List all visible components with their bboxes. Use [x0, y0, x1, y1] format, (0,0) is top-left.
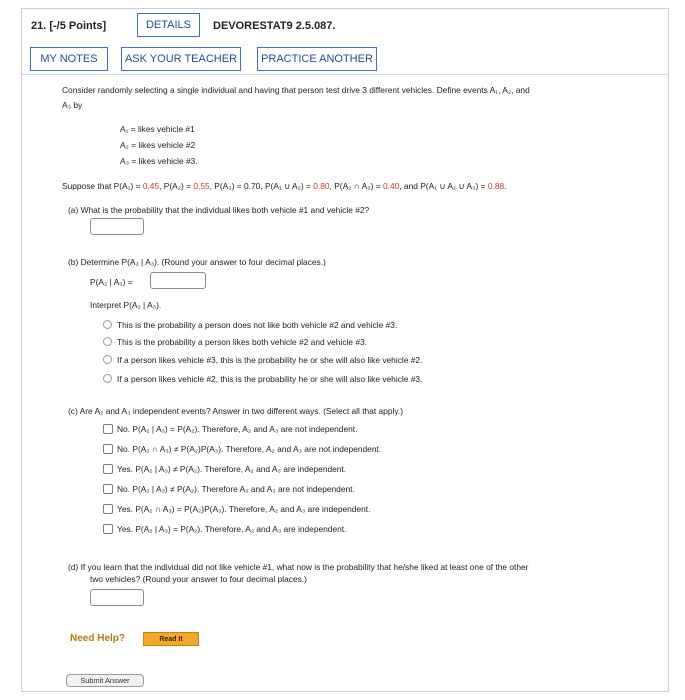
question-reference: DEVORESTAT9 2.5.087. — [213, 20, 336, 32]
part-b-option-3-radio[interactable] — [103, 355, 112, 364]
part-c-option-1-label: No. P(A₂ | A₃) = P(A₂). Therefore, A₂ and A₃ are not independent. — [117, 424, 358, 434]
my-notes-button[interactable]: MY NOTES — [30, 47, 108, 71]
part-b-input-label: P(A₂ | A₃) = — [90, 277, 133, 287]
part-c-option-6-label: Yes. P(A₂ | A₃) = P(A₂). Therefore, A₂ and A₃ are independent. — [117, 524, 347, 534]
part-a-question: (a) What is the probability that the individual likes both vehicle #1 and vehicle #2? — [68, 205, 370, 215]
part-c-option-2-checkbox[interactable] — [103, 444, 113, 454]
need-help-label: Need Help? — [70, 633, 126, 644]
part-c-option-2-label: No. P(A₂ ∩ A₃) ≠ P(A₂)P(A₃). Therefore, A₂ and A₃ are not independent. — [117, 444, 382, 454]
event-a2: A₂ = likes vehicle #2 — [120, 140, 196, 150]
part-d-answer-input[interactable] — [90, 589, 144, 606]
part-c-option-5-checkbox[interactable] — [103, 504, 113, 514]
part-b-option-4-label: If a person likes vehicle #2, this is the probability he or she will also like vehicle #3. — [117, 374, 423, 384]
part-b-option-4-radio[interactable] — [103, 374, 112, 383]
p-a1-union-a2-value: 0.80 — [313, 181, 330, 191]
part-d-question-line-2: two vehicles? (Round your answer to four decimal places.) — [90, 574, 307, 584]
practice-another-button[interactable]: PRACTICE ANOTHER — [257, 47, 377, 71]
part-b-interpret-label: Interpret P(A₂ | A₃). — [90, 300, 162, 310]
ask-teacher-button[interactable]: ASK YOUR TEACHER — [121, 47, 241, 71]
details-button[interactable]: DETAILS — [137, 13, 200, 37]
p-a2-intersect-a3-value: 0.40 — [382, 181, 400, 191]
p-union-all-value: 0.88 — [487, 181, 505, 191]
part-c-option-4-label: No. P(A₂ | A₃) ≠ P(A₂). Therefore A₂ and A₃ are not independent. — [117, 484, 355, 494]
part-a-answer-input[interactable] — [90, 218, 144, 235]
part-c-option-6-checkbox[interactable] — [103, 524, 113, 534]
part-c-option-1-checkbox[interactable] — [103, 424, 113, 434]
read-it-button[interactable]: Read It — [143, 632, 199, 646]
question-number: 21. [-/5 Points] — [31, 20, 107, 32]
part-d-question-line-1: (d) If you learn that the individual did not like vehicle #1, what now is the probability that he/she liked at least one of the other — [68, 562, 529, 572]
part-b-option-2-radio[interactable] — [103, 337, 112, 346]
submit-answer-button[interactable]: Submit Answer — [66, 674, 144, 687]
part-b-option-1-label: This is the probability a person does not like both vehicle #2 and vehicle #3. — [117, 320, 398, 330]
part-b-option-1-radio[interactable] — [103, 320, 112, 329]
part-c-option-3-checkbox[interactable] — [103, 464, 113, 474]
intro-line-1: Consider randomly selecting a single individual and having that person test drive 3 different vehicles. Define events A₁, A₂, and — [62, 85, 530, 95]
part-b-question: (b) Determine P(A₂ | A₃). (Round your answer to four decimal places.) — [68, 257, 326, 267]
part-b-option-2-label: This is the probability a person likes both vehicle #2 and vehicle #3. — [117, 337, 367, 347]
part-c-option-4-checkbox[interactable] — [103, 484, 113, 494]
part-b-answer-input[interactable] — [150, 272, 206, 289]
p-a2-value: 0.55 — [193, 181, 210, 191]
part-c-option-3-label: Yes. P(A₂ | A₃) ≠ P(A₂). Therefore, A₂ and A₃ are independent. — [117, 464, 347, 474]
given-probabilities: Suppose that P(A₁) = 0.45, P(A₂) = 0.55, P(A₃) = 0.70, P(A₁ ∪ A₂) = 0.80, P(A₂ ∩ A₃) = 0.40, and P(A₁ ∪ A₂ ∪ A₃) = 0.88. — [62, 181, 507, 191]
event-a1: A₁ = likes vehicle #1 — [120, 124, 195, 134]
p-a1-value: 0.45 — [142, 181, 160, 191]
part-c-question: (c) Are A₂ and A₃ independent events? Answer in two different ways. (Select all that apply.) — [68, 406, 404, 416]
intro-line-2: A₃ by — [62, 100, 83, 110]
part-b-option-3-label: If a person likes vehicle #3, this is the probability he or she will also like vehicle #2. — [117, 355, 423, 365]
part-c-option-5-label: Yes. P(A₂ ∩ A₃) = P(A₂)P(A₃). Therefore, A₂ and A₃ are independent. — [117, 504, 371, 514]
event-a3: A₃ = likes vehicle #3. — [120, 156, 198, 166]
